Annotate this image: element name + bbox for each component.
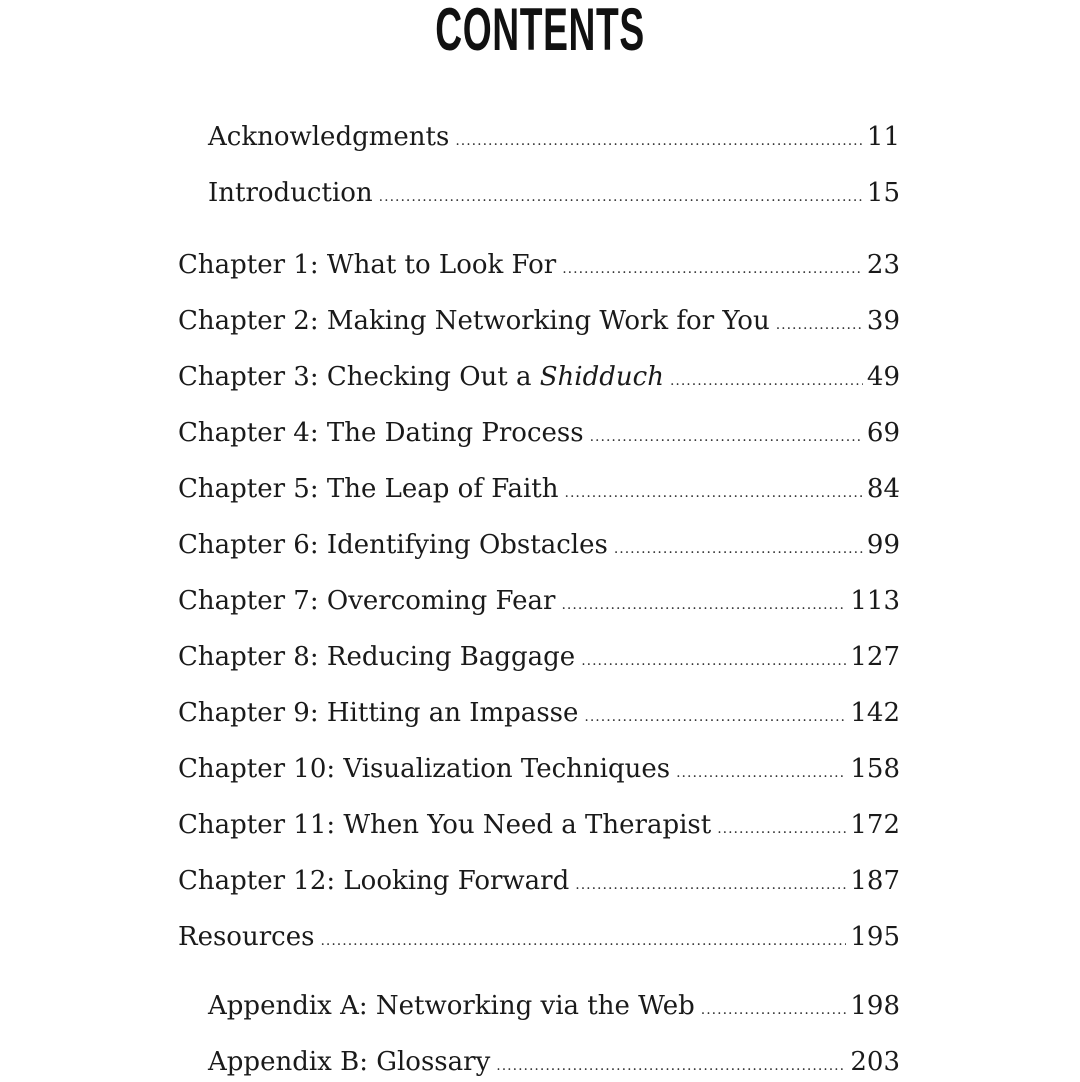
page-number: 113 [850,586,900,616]
page-number: 11 [866,122,900,152]
toc-entry-chapter-4 [178,413,900,453]
entry-title: Chapter 9: Hitting an Impasse [178,698,579,728]
page-number: 198 [850,991,900,1021]
page-number: 69 [866,418,900,448]
toc-entry-acknowledgments [208,117,900,157]
dot-leader [581,637,846,677]
page-number: 39 [866,306,900,336]
entry-title-prefix: Chapter 3: Checking Out a [178,362,540,392]
dot-leader [776,301,863,341]
dot-leader [561,581,846,621]
entry-title: Introduction [208,178,373,208]
toc-entry-introduction [208,173,900,213]
page-number: 49 [866,362,900,392]
dot-leader [562,245,863,285]
page-title: CONTENTS [435,0,645,63]
page-number: 99 [866,530,900,560]
toc-entry-chapter-3 [178,357,900,397]
dot-leader [670,357,863,397]
entry-title: Chapter 12: Looking Forward [178,866,570,896]
toc-entry-chapter-11 [178,805,900,845]
toc-entry-chapter-2 [178,301,900,341]
page-number: 195 [850,922,900,952]
toc-entry-chapter-8 [178,637,900,677]
entry-title: Chapter 1: What to Look For [178,250,557,280]
page-number: 15 [866,178,900,208]
entry-title: Chapter 10: Visualization Techniques [178,754,671,784]
entry-title: Chapter 5: The Leap of Faith [178,474,559,504]
entry-title: Resources [178,922,315,952]
toc-entry-chapter-12 [178,861,900,901]
dot-leader [584,693,846,733]
entry-title: Chapter 4: The Dating Process [178,418,584,448]
entry-title: Appendix A: Networking via the Web [208,991,695,1021]
toc-entry-chapter-9 [178,693,900,733]
entry-title: Appendix B: Glossary [208,1047,491,1077]
entry-title: Chapter 6: Identifying Obstacles [178,530,608,560]
dot-leader [590,413,863,453]
toc-entry-resources [178,917,900,957]
entry-title: Chapter 2: Making Networking Work for You [178,306,770,336]
page-number: 84 [866,474,900,504]
page-number: 142 [850,698,900,728]
entry-title: Chapter 11: When You Need a Therapist [178,810,712,840]
page-number: 127 [850,642,900,672]
toc-entry-appendix-a [208,986,900,1026]
page-number: 187 [850,866,900,896]
dot-leader [455,117,863,157]
toc-entry-chapter-6 [178,525,900,565]
toc-entry-chapter-1 [178,245,900,285]
dot-leader [676,749,846,789]
dot-leader [320,917,846,957]
dot-leader [575,861,846,901]
dot-leader [717,805,846,845]
entry-title: Acknowledgments [208,122,450,152]
dot-leader [496,1042,846,1082]
entry-title [178,357,664,397]
entry-title: Chapter 8: Reducing Baggage [178,642,576,672]
entry-title-italic: Shidduch [539,362,664,392]
dot-leader [614,525,863,565]
toc-entry-chapter-7 [178,581,900,621]
page-number: 23 [866,250,900,280]
page-number: 158 [850,754,900,784]
page-number: 203 [850,1047,900,1077]
toc-entry-appendix-b [208,1042,900,1082]
entry-title: Chapter 7: Overcoming Fear [178,586,556,616]
toc-entry-chapter-10 [178,749,900,789]
dot-leader [379,173,863,213]
dot-leader [565,469,863,509]
toc-entry-chapter-5 [178,469,900,509]
page-number: 172 [850,810,900,840]
dot-leader [701,986,847,1026]
